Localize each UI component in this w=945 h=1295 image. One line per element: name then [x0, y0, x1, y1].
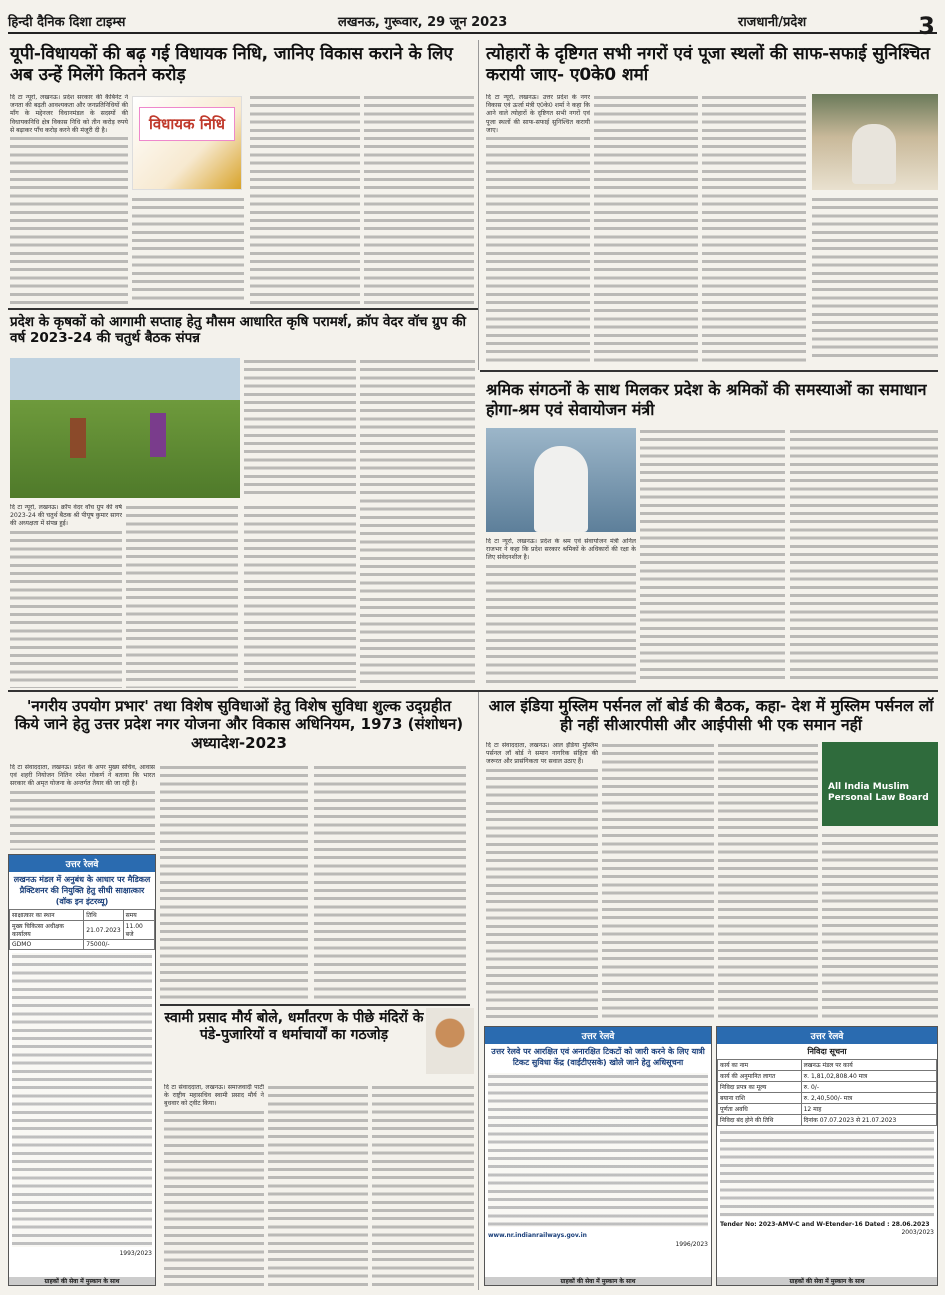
- text-lines: [12, 953, 152, 1247]
- festival-headline: त्योहारों के दृष्टिगत सभी नगरों एवं पूजा स्थलों की साफ-सफाई सुनिश्चित करायी जाए- ए0के0 शर्मा: [486, 44, 930, 85]
- table-cell: रु. 1,81,02,808.40 मात्र: [801, 1071, 936, 1082]
- ad-body: [485, 1070, 711, 1230]
- maurya-body-col2: [268, 1084, 368, 1286]
- ad-footer: ग्राहकों की सेवा में मुस्कान के साथ: [9, 1277, 155, 1285]
- text-lines: [244, 358, 356, 498]
- railway-tender-ad: [716, 1026, 938, 1286]
- muslim-board-body-col3: [718, 742, 818, 1022]
- farmers-body-col-top: [244, 358, 356, 498]
- festival-photo: [812, 94, 938, 190]
- text-lines: [822, 832, 938, 1022]
- table-cell: 11.00 बजे: [123, 921, 154, 940]
- board-banner-text: All India Muslim Personal Law Board: [828, 782, 929, 803]
- mla-fund-body-col3: [250, 94, 360, 304]
- maurya-headline: स्वामी प्रसाद मौर्य बोले, धर्मांतरण के पीछे मंदिरों के पंडे-पुजारियों व धर्माचार्यों का गठजोड़: [164, 1010, 424, 1044]
- farmer-figure: [70, 418, 86, 458]
- farmers-body-col1: [10, 504, 122, 688]
- text-lines: [486, 767, 598, 1022]
- nagreeya-lead: दि टा संवाददाता, लखनऊ। प्रदेश के अपर मुख्य सचिव, आवास एवं शहरी नियोजन नितिन रमेश गोकर्ण ने बताया कि भारत सरकार की अमृत योजना के अन्तर्गत तैयार की जा रही है।: [10, 764, 155, 788]
- ad-ref: 1996/2023: [675, 1241, 708, 1248]
- maurya-lead: दि टा संवाददाता, लखनऊ। समाजवादी पार्टी के राष्ट्रीय महासचिव स्वामी प्रसाद मौर्य ने बुधवार को ट्वीट किया।: [164, 1084, 264, 1108]
- text-lines: [132, 196, 244, 304]
- text-lines: [164, 1109, 264, 1286]
- railway-ytsk-ad: [484, 1026, 712, 1286]
- table-cell: पूर्णता अवधि: [718, 1104, 802, 1115]
- farmers-body-col4: [360, 358, 475, 688]
- text-lines: [314, 764, 466, 1000]
- muslim-board-body-col1: [486, 742, 598, 1022]
- text-lines: [602, 742, 714, 1022]
- column-divider: [478, 692, 479, 1290]
- text-lines: [10, 529, 122, 688]
- table-cell: रु. 2,40,500/- मात्र: [801, 1093, 936, 1104]
- nagreeya-body-col3: [314, 764, 466, 1000]
- labour-body-col1: [486, 538, 636, 684]
- mla-fund-body-col4: [364, 94, 474, 304]
- ad-title: उत्तर रेलवे पर आरक्षित एवं अनारक्षित टिकटों को जारी करने के लिए यात्री टिकट सुविधा केंद्र (वाईटीएसके) खोले जाने हेतु अधिसूचना: [491, 1047, 705, 1067]
- paper-name: हिन्दी दैनिक दिशा टाइम्स: [8, 15, 126, 30]
- text-lines: [812, 196, 938, 362]
- tender-number: Tender No: 2023-AMV-C and W-Etender-16 Dated : 28.06.2023: [720, 1221, 930, 1228]
- table-cell: निविदा प्रपत्र का मूल्य: [718, 1082, 802, 1093]
- table-cell: निविदा बंद होने की तिथि: [718, 1115, 802, 1126]
- nagreeya-body-col2: [160, 764, 308, 1000]
- text-lines: [702, 94, 806, 362]
- table-cell: रु. 0/-: [801, 1082, 936, 1093]
- text-lines: [640, 428, 785, 684]
- ad-body: [9, 950, 155, 1250]
- mla-fund-body-col2: [132, 196, 244, 304]
- farmers-body-col3: [244, 504, 356, 688]
- table-cell: दिनांक 07.07.2023 से 21.07.2023: [801, 1115, 936, 1126]
- text-lines: [486, 135, 590, 362]
- ad-ref: 2003/2023: [901, 1229, 934, 1236]
- railway-brand: उत्तर रेलवे: [9, 855, 155, 872]
- ad-ref: 1993/2023: [119, 1250, 152, 1257]
- labour-body-col3: [790, 428, 938, 684]
- railway-brand: उत्तर रेलवे: [717, 1027, 937, 1044]
- page-number: 3: [918, 12, 935, 40]
- mla-fund-lead: दि टा न्यूरो, लखनऊ। प्रदेश सरकार की कैबिनेट ने जनता की बढ़ती आवश्यकता और जनप्रतिनिधियों की माँग के मद्देनजर विधानमंडल के सदस्यों की विधायकनिधि क्षेत्र विकास निधि को तीन करोड़ रुपये से बढ़ाकर पाँच करोड़ करने की मंजूरी दी है।: [10, 94, 128, 134]
- table-cell: लखनऊ मंडल पर कार्य: [801, 1060, 936, 1071]
- railway-recruitment-ad: [8, 854, 156, 1286]
- mla-fund-headline: यूपी-विधायकों की बढ़ गई विधायक निधि, जानिए विकास कराने के लिए अब उन्हें मिलेंगे कितने करोड़: [10, 44, 453, 85]
- text-lines: [486, 563, 636, 684]
- labour-body-col2: [640, 428, 785, 684]
- person-figure: [852, 124, 896, 184]
- text-lines: [268, 1084, 368, 1286]
- table-cell: 21.07.2023: [84, 921, 123, 940]
- farmers-headline: प्रदेश के कृषकों को आगामी सप्ताह हेतु मौसम आधारित कृषि परामर्श, क्रॉप वेदर वॉच ग्रुप की वर्ष 2023-24 की चतुर्थ बैठक संपन्न: [10, 314, 467, 347]
- maurya-body-col1: [164, 1084, 264, 1286]
- interview-table: [9, 909, 155, 950]
- muslim-board-photo: [822, 742, 938, 826]
- festival-lead: दि टा न्यूरो, लखनऊ। उत्तर प्रदेश के नगर विकास एवं ऊर्जा मंत्री ए0के0 शर्मा ने कहा कि आने वाले त्योहारों के दृष्टिगत सभी नगरों एवं पूजा स्थलों की साफ-सफाई सुनिश्चित करायी जाए।: [486, 94, 590, 134]
- table-cell: 12 माह: [801, 1104, 936, 1115]
- muslim-board-body-col4: [822, 832, 938, 1022]
- railway-brand: उत्तर रेलवे: [485, 1027, 711, 1044]
- mla-fund-body-col1: [10, 94, 128, 304]
- festival-body-col1: [486, 94, 590, 362]
- muslim-board-headline: आल इंडिया मुस्लिम पर्सनल लॉ बोर्ड की बैठक, कहा- देश में मुस्लिम पर्सनल लॉ ही नहीं सीआरपीसी और आईपीसी भी एक समान नहीं: [488, 697, 934, 734]
- railway-url-link[interactable]: www.nr.indianrailways.gov.in: [488, 1232, 587, 1239]
- table-header: समय: [123, 910, 154, 921]
- ad-footer: ग्राहकों की सेवा में मुस्कान के साथ: [717, 1277, 937, 1285]
- tender-table: [717, 1059, 937, 1126]
- mla-fund-photo: [132, 96, 242, 190]
- text-lines: [10, 135, 128, 304]
- muslim-board-lead: दि टा संवाददाता, लखनऊ। आल इंडिया मुस्लिम पर्सनल लॉ बोर्ड ने समान नागरिक संहिता की जरूरत और प्रासंगिकता पर सवाल उठाए हैं।: [486, 742, 598, 766]
- maurya-body-col3: [372, 1084, 474, 1286]
- festival-body-col2: [594, 94, 698, 362]
- nagreeya-headline: 'नगरीय उपयोग प्रभार' तथा विशेष सुविधाओं हेतु विशेष सुविधा शुल्क उद्ग्रहीत किये जाने हेतु उत्तर प्रदेश नगर योजना और विकास अधिनियम, 1973 (संशोधन) अध्यादेश-2023: [14, 697, 464, 752]
- farmers-lead: दि टा न्यूरो, लखनऊ। क्रॉप वेदर वॉच ग्रुप की वर्ष 2023-24 की चतुर्थ बैठक श्री पीयूष कुमार सागर की अध्यक्षता में संपन्न हुई।: [10, 504, 122, 528]
- table-header: साक्षात्कार का स्थान: [10, 910, 84, 921]
- text-lines: [360, 358, 475, 688]
- farmer-figure: [150, 413, 166, 457]
- section-rule: [160, 1004, 470, 1006]
- issue-date: लखनऊ, गुरूवार, 29 जून 2023: [338, 15, 508, 30]
- ad-footer: ग्राहकों की सेवा में मुस्कान के साथ: [485, 1277, 711, 1285]
- section-rule: [8, 690, 938, 692]
- column-divider: [478, 40, 479, 370]
- festival-body-col4: [812, 196, 938, 362]
- minister-figure: [534, 446, 588, 532]
- text-lines: [250, 94, 360, 304]
- nagreeya-body-col1: [10, 764, 155, 850]
- section-name: राजधानी/प्रदेश: [738, 15, 807, 30]
- ad-title: निविदा सूचना: [807, 1047, 847, 1056]
- farmers-photo: [10, 358, 240, 498]
- section-rule: [8, 308, 478, 310]
- text-lines: [594, 94, 698, 362]
- text-lines: [372, 1084, 474, 1286]
- labour-headline: श्रमिक संगठनों के साथ मिलकर प्रदेश के श्रमिकों की समस्याओं का समाधान होगा-श्रम एवं सेवायोजन मंत्री: [486, 380, 927, 419]
- table-header: तिथि: [84, 910, 123, 921]
- text-lines: [718, 742, 818, 1022]
- ad-body: [717, 1126, 937, 1220]
- table-cell: कार्य की अनुमानित लागत: [718, 1071, 802, 1082]
- ad-title: लखनऊ मंडल में अनुबंध के आधार पर मैडिकल प्रैक्टिशनर की नियुक्ति हेतु सीधी साक्षात्कार (वॉक इन इंटरव्यू): [13, 875, 151, 906]
- section-rule: [480, 370, 938, 372]
- muslim-board-body-col2: [602, 742, 714, 1022]
- festival-body-col3: [702, 94, 806, 362]
- text-lines: [790, 428, 938, 684]
- text-lines: [488, 1073, 708, 1227]
- labour-lead: दि टा न्यूरो, लखनऊ। प्रदेश के श्रम एवं सेवायोजन मंत्री अनिल राजभर ने कहा कि प्रदेश सरकार श्रमिकों के अधिकारों की रक्षा के लिए संवेदनशील है।: [486, 538, 636, 562]
- text-lines: [126, 504, 238, 688]
- post-name: GDMO: [10, 940, 84, 950]
- table-cell: कार्य का नाम: [718, 1060, 802, 1071]
- table-cell: मुख्य चिकित्सा अधीक्षक कार्यालय: [10, 921, 84, 940]
- mla-fund-photo-label: विधायक निधि: [139, 107, 235, 141]
- masthead: [8, 6, 937, 40]
- maurya-photo: [426, 1008, 474, 1074]
- table-cell: बयाना राशि: [718, 1093, 802, 1104]
- salary-value: 75000/-: [84, 940, 155, 950]
- text-lines: [244, 504, 356, 688]
- text-lines: [720, 1129, 934, 1217]
- text-lines: [160, 764, 308, 1000]
- text-lines: [364, 94, 474, 304]
- text-lines: [10, 789, 155, 850]
- farmers-body-col2: [126, 504, 238, 688]
- labour-minister-photo: [486, 428, 636, 532]
